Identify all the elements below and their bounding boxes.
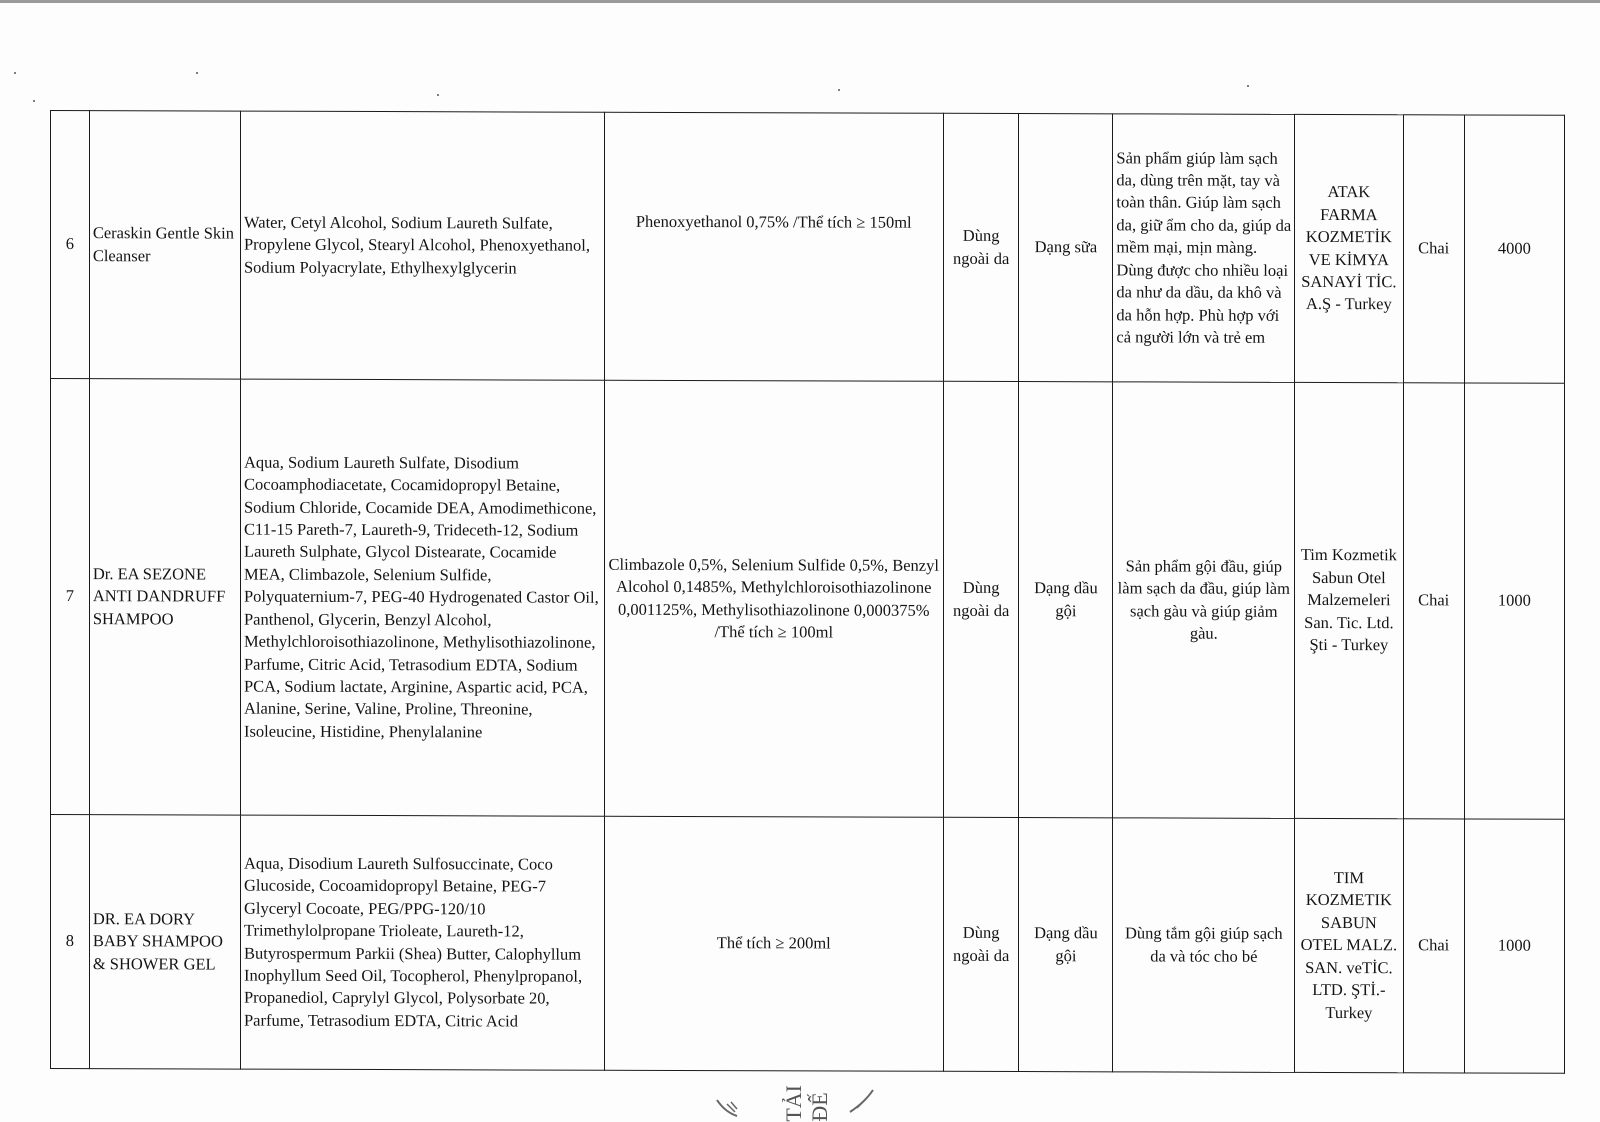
row-number-cell: 8 [51, 815, 90, 1069]
usage-cell: Dùng ngoài da [943, 381, 1019, 817]
manufacturer-cell: Tim Kozmetik Sabun Otel Malzemeleri San. Tic. Ltd. Şti - Turkey [1295, 382, 1403, 818]
product-name-cell: Ceraskin Gentle Skin Cleanser [89, 111, 240, 379]
table-row [51, 815, 1565, 1074]
description-cell: Dùng tắm gội giúp sạch da và tóc cho bé [1113, 818, 1295, 1073]
product-name-cell: Dr. EA SEZONE ANTI DANDRUFF SHAMPOO [89, 379, 240, 815]
cosmetics-product-table [50, 110, 1565, 1074]
quantity-cell: 1000 [1464, 819, 1564, 1073]
unit-cell: Chai [1403, 115, 1464, 383]
stamp-text: TẢI ĐẾ [781, 1085, 832, 1122]
quantity-cell: 4000 [1464, 115, 1564, 383]
unit-cell: Chai [1403, 819, 1464, 1073]
scan-speck [838, 89, 840, 91]
ingredients-cell: Aqua, Disodium Laureth Sulfosuccinate, Coco Glucoside, Cocoamidopropyl Betaine, PEG-7 Glyceryl Cocoate, PEG/PPG-120/10 Trimethylolpropane Trioleate, Laureth-12, Butyrospermum Parkii (Shea) Butter, Calophyllum Inophyllum Seed Oil, Tocopherol, Phenylpropanol, Propanediol, Caprylyl Glycol, Polysorbate 20, Parfume, Tetrasodium EDTA, Citric Acid [241, 815, 605, 1070]
table-row [51, 111, 1565, 384]
scan-speck [196, 72, 198, 74]
form-cell: Dạng dầu gội [1019, 818, 1113, 1072]
description-cell: Sản phẩm giúp làm sạch da, dùng trên mặt, tay và toàn thân. Giúp làm sạch da, giữ ẩm cho da, giúp da mềm mại, mịn màng. Dùng được cho nhiều loại da như da dầu, da khô và da hỗn hợp. Phù hợp với cả người lớn và trẻ em [1113, 114, 1295, 383]
row-number-cell: 7 [51, 379, 90, 815]
preservative-cell: Climbazole 0,5%, Selenium Sulfide 0,5%, Benzyl Alcohol 0,1485%, Methylchloroisothiazolinone 0,001125%, Methylisothiazolinone 0,000375% /Thể tích ≥ 100ml [604, 380, 943, 817]
description-cell: Sản phẩm gội đầu, giúp làm sạch da đầu, giúp làm sạch gàu và giúp giảm gàu. [1113, 382, 1295, 819]
ingredients-cell: Water, Cetyl Alcohol, Sodium Laureth Sulfate, Propylene Glycol, Stearyl Alcohol, Phenoxyethanol, Sodium Polyacrylate, Ethylhexylglycerin [241, 111, 605, 380]
form-cell: Dạng dầu gội [1019, 382, 1113, 818]
ingredients-cell: Aqua, Sodium Laureth Sulfate, Disodium Cocoamphodiacetate, Cocamidopropyl Betaine, Sodium Chloride, Cocamide DEA, Amodimethicone, C11-15 Pareth-7, Laureth-9, Trideceth-12, Sodium Laureth Sulphate, Glycol Distearate, Cocamide MEA, Climbazole, Selenium Sulfide, Polyquaternium-7, PEG-40 Hydrogenated Castor Oil, Panthenol, Glycerin, Benzyl Alcohol, Methylchloroisothiazolinone, Methylisothiazolinone, Parfume, Citric Acid, Tetrasodium EDTA, Sodium PCA, Sodium lactate, Arginine, Aspartic acid, PCA, Alanine, Serine, Valine, Proline, Threonine, Isoleucine, Histidine, Phenylalanine [241, 379, 605, 816]
product-name-cell: DR. EA DORY BABY SHAMPOO & SHOWER GEL [89, 815, 240, 1069]
scan-speck [33, 100, 35, 102]
table-row [51, 379, 1565, 820]
unit-cell: Chai [1403, 383, 1464, 819]
manufacturer-cell: ATAK FARMA KOZMETİK VE KİMYA SANAYİ TİC. A.Ş - Turkey [1295, 114, 1403, 382]
scan-speck [1247, 85, 1249, 87]
row-number-cell: 6 [51, 111, 90, 379]
usage-cell: Dùng ngoài da [943, 113, 1019, 381]
form-cell: Dạng sữa [1019, 114, 1113, 382]
page-top-edge [0, 0, 1600, 3]
preservative-cell: Thể tích ≥ 200ml [604, 816, 943, 1071]
preservative-cell: Phenoxyethanol 0,75% /Thể tích ≥ 150ml [604, 112, 943, 381]
quantity-cell: 1000 [1464, 383, 1564, 819]
scan-speck [14, 72, 16, 74]
scan-speck [437, 94, 439, 96]
manufacturer-cell: TIM KOZMETIK SABUN OTEL MALZ. SAN. veTİC. LTD. ŞTİ.- Turkey [1295, 818, 1403, 1072]
usage-cell: Dùng ngoài da [943, 817, 1019, 1071]
